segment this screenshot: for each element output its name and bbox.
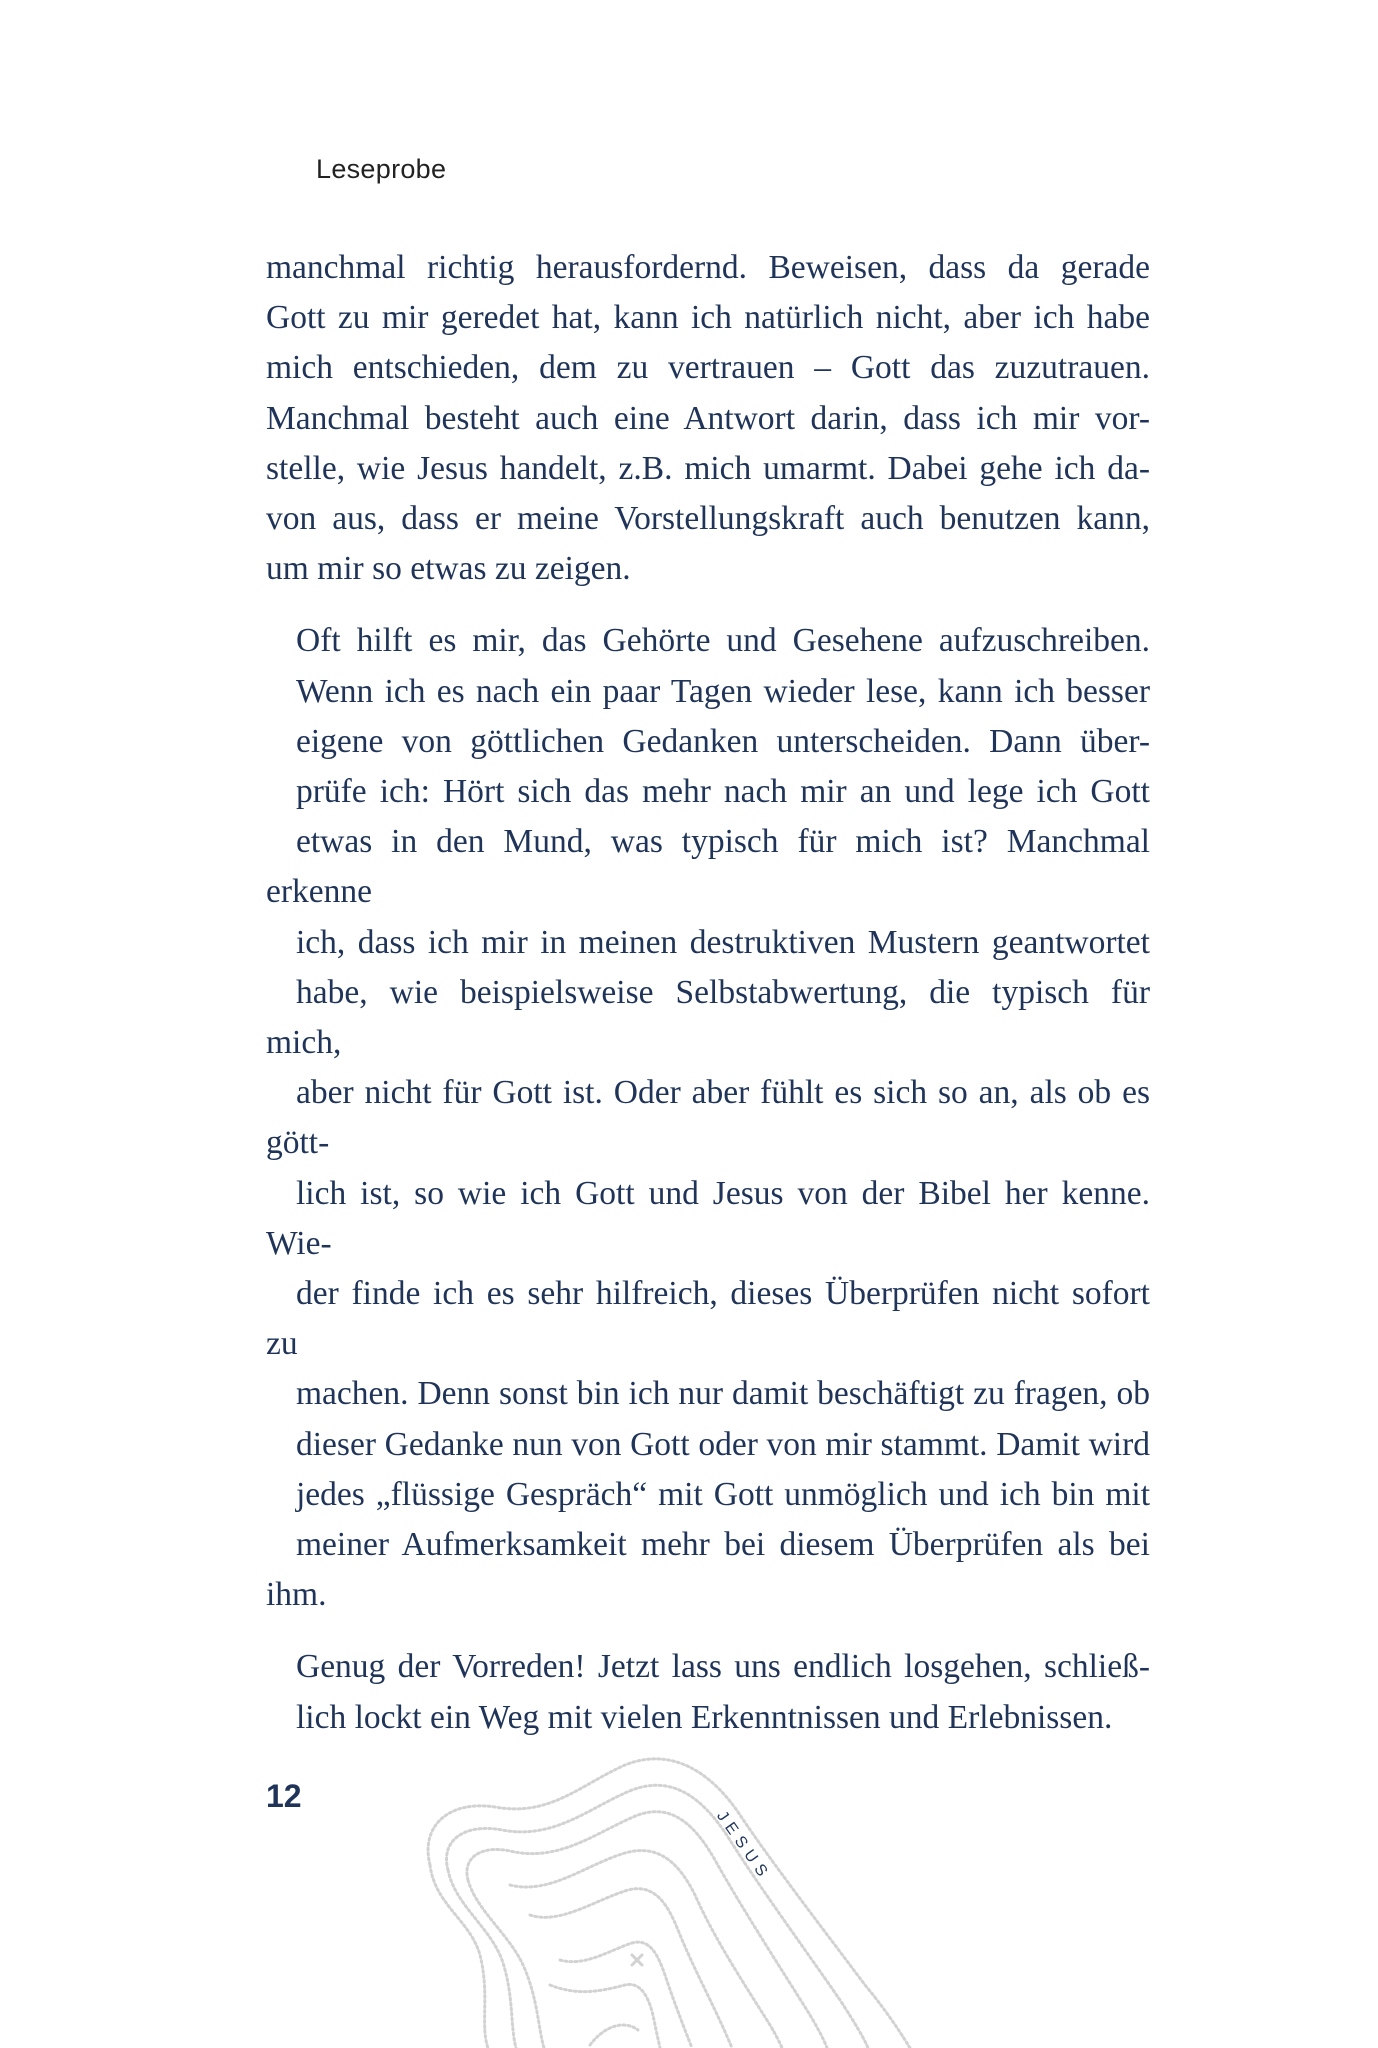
text-line: Gott zu mir geredet hat, kann ich natürlich nicht, aber ich habe — [266, 299, 1150, 337]
text-line: jedes „flüssige Gespräch“ mit Gott unmöglich und ich bin mit — [296, 1475, 1150, 1513]
chapter-label: JESUS — [713, 1808, 774, 1885]
paragraph-1 — [266, 243, 1150, 594]
text-line: prüfe ich: Hört sich das mehr nach mir an und lege ich Gott — [296, 773, 1150, 811]
text-line: Manchmal besteht auch eine Antwort darin, dass ich mir vor- — [266, 399, 1150, 437]
paragraph-2 — [266, 616, 1150, 1620]
text-line: mich entschieden, dem zu vertrauen – Gott das zuzutrauen. — [266, 349, 1150, 387]
text-line: eigene von göttlichen Gedanken unterscheiden. Dann über- — [296, 722, 1150, 760]
text-line: aber nicht für Gott ist. Oder aber fühlt es sich so an, als ob es gött- — [266, 1074, 1150, 1162]
text-line: meiner Aufmerksamkeit mehr bei diesem Überprüfen als bei ihm. — [266, 1526, 1150, 1614]
page-number: 12 — [266, 1778, 302, 1814]
text-line: Genug der Vorreden! Jetzt lass uns endlich losgehen, schließ- — [296, 1648, 1150, 1686]
text-line: der finde ich es sehr hilfreich, dieses Überprüfen nicht sofort zu — [266, 1275, 1150, 1363]
text-line: machen. Denn sonst bin ich nur damit beschäftigt zu fragen, ob — [296, 1375, 1150, 1413]
text-line: Oft hilft es mir, das Gehörte und Gesehene aufzuschreiben. — [296, 622, 1150, 660]
text-line: etwas in den Mund, was typisch für mich ist? Manchmal erkenne — [266, 823, 1150, 911]
body-text — [266, 243, 1150, 1765]
text-line: um mir so etwas zu zeigen. — [266, 550, 631, 588]
running-head: Leseprobe — [316, 154, 447, 184]
text-line: stelle, wie Jesus handelt, z.B. mich umarmt. Dabei gehe ich da- — [266, 449, 1150, 487]
text-line: habe, wie beispielsweise Selbstabwertung, die typisch für mich, — [266, 973, 1150, 1062]
text-line: Wenn ich es nach ein paar Tagen wieder lese, kann ich besser — [296, 672, 1150, 710]
paragraph-3 — [266, 1642, 1150, 1742]
text-line: von aus, dass er meine Vorstellungskraft auch benutzen kann, — [266, 500, 1150, 538]
text-line: dieser Gedanke nun von Gott oder von mir stammt. Damit wird — [296, 1425, 1150, 1463]
text-line: lich lockt ein Weg mit vielen Erkenntnissen und Erlebnissen. — [296, 1698, 1113, 1736]
text-line: lich ist, so wie ich Gott und Jesus von der Bibel her kenne. Wie- — [266, 1174, 1150, 1262]
text-line: manchmal richtig herausfordernd. Beweisen, dass da gerade — [266, 249, 1150, 286]
text-line: ich, dass ich mir in meinen destruktiven Mustern geantwortet — [296, 923, 1150, 961]
topographic-map-icon — [410, 1745, 930, 2048]
